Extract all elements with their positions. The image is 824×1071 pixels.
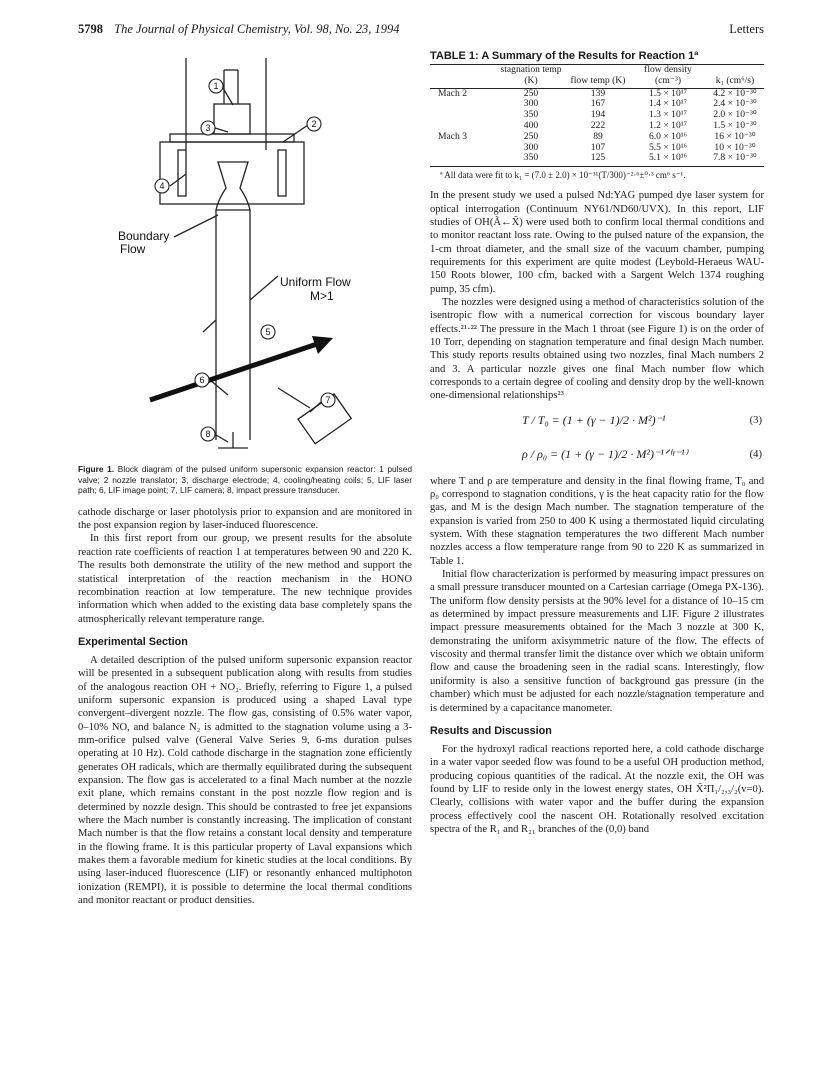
table-cell: 6.0 × 10¹⁶ bbox=[648, 130, 687, 142]
table-cell: 300 bbox=[523, 98, 539, 110]
journal-citation: The Journal of Physical Chemistry, Vol. 98, No. 23, 1994 bbox=[114, 22, 400, 36]
label-boundary: Boundary bbox=[118, 229, 170, 243]
callout-label-6: 6 bbox=[199, 375, 205, 385]
callout-label-8: 8 bbox=[205, 429, 211, 439]
right-paragraph-2: The nozzles were designed using a method of characteristics solution of the isentropic flow with a numerical correction for viscous boundary layer effects.²¹·²² The pressure in the Mach 1 throat (see Figure 1) is on the order of 10 Torr, depending on stagnation temperature and final design Mach number. This study reports results obtained using two nozzles, final Mach numbers 2 and 3. A particular nozzle gives one final Mach number flow which corresponds to a certain degree of cooling and density drop by the well-known one-dimensional relationships²³ bbox=[430, 296, 764, 402]
right-paragraph-1: In the present study we used a pulsed Nd:YAG pumped dye laser system for optical interrogation (Continuum NY61/ND60/UVX). In this report, LIF studies of OH(Ã←X̃) were used both to confirm local thermal conditions and to monitor reactant loss rate. Owing to the pulsed nature of the expansion, the 1-cm throat diameter, and the small size of the vacuum chamber, pumping requirements for this experiment are quite modest (Leybold-Heraeus WAU-150 Roots blower, 100 cfm, backed with a Sargent Welch 1374 roughing pump, 35 cfm). bbox=[430, 190, 764, 295]
table-cell: 16 × 10⁻³⁰ bbox=[714, 130, 756, 142]
figure-1-caption bbox=[78, 464, 412, 496]
table-cell: 89 bbox=[593, 130, 603, 142]
table-cell bbox=[430, 110, 496, 121]
table-cell: 1.5 × 10¹⁷ bbox=[648, 87, 687, 99]
table-cell: 1.3 × 10¹⁷ bbox=[648, 109, 687, 121]
callout-label-2: 2 bbox=[311, 119, 317, 129]
figure-1 bbox=[78, 50, 412, 460]
table-cell: 107 bbox=[590, 141, 606, 153]
equation-4-number: (4) bbox=[749, 448, 762, 460]
table-header-2: flow temp (K) bbox=[566, 65, 630, 89]
table-cell: 7.8 × 10⁻³⁰ bbox=[706, 153, 764, 166]
table-cell: 250 bbox=[523, 130, 539, 142]
table-cell bbox=[430, 153, 496, 166]
table-cell: 167 bbox=[590, 98, 606, 110]
right-paragraph-4: Initial flow characterization is performed by measuring impact pressures on a small pressure transducer mounted on a Cartesian carriage (Omega PX-136). The uniform flow density persists at the 90% level for a distance of 10–15 cm as determined by impact pressure measurements and LIF. Figure 2 illustrates impact pressure measurements obtained for the Mach 3 nozzle at 300 K, demonstrating the uniform axisymmetric nature of the flow. The effects of viscosity and thermal transfer limit the distance over which we obtain uniform flow and cause the broadening seen in the radial scans. Interestingly, flow uniformity is also a sensitive function of background gas pressure (in the chamber) which must be adjusted for each nozzle/stagnation temperature and is determined by a capacitance manometer. bbox=[430, 569, 764, 714]
table-1 bbox=[430, 64, 764, 167]
table-cell: 10 × 10⁻³⁰ bbox=[714, 141, 756, 153]
results-heading: Results and Discussion bbox=[430, 724, 552, 737]
table-row bbox=[430, 153, 764, 166]
table-cell: 1.4 × 10¹⁷ bbox=[648, 98, 687, 110]
experimental-paragraph: A detailed description of the pulsed uniform supersonic expansion reactor will be presented in a subsequent publication along with results from studies of the analogous reaction OH + NO₂. Briefly, referring to Figure 1, a pulsed uniform supersonic expansion is produced using a shaped Laval type convergent–divergent nozzle. The flow gas, consisting of 0.5% water vapor, 0–10% NO, and balance N₂ is admitted to the stagnation volume using a 3-mm-orifice pulsed valve (General Valve Series 9, 6-ms duration pulses operating at 10 Hz). Cold cathode discharge in the stagnation zone efficiently generates OH radicals, which are thermally equilibrated during the subsequent expansion. The flow gas is accelerated to a final Mach number at the nozzle exit plane, which remains constant in the post nozzle flow region and is determined by nozzle design. This should be contrasted to free jet expansions where the Mach number is constantly increasing. The implication of constant Mach number is that the flow retains a constant local density and temperature in the flowing frame. It is this particular property of Laval expansions which makes them a favorable medium for kinetic studies at the local conditions. By using laser-induced fluorescence (LIF) or resonantly enhanced multiphoton ionization (REMPI), it is possible to determine the local thermal conditions and monitor reactant or product densities. bbox=[78, 654, 412, 907]
table-cell: Mach 3 bbox=[438, 130, 468, 142]
table-cell: 1.2 × 10¹⁷ bbox=[648, 119, 687, 131]
table-cell bbox=[430, 143, 496, 154]
table-cell: 222 bbox=[590, 119, 606, 131]
callout-label-4: 4 bbox=[159, 181, 165, 191]
table-cell: 1.5 × 10⁻³⁰ bbox=[713, 119, 757, 131]
page-number: 5798 bbox=[78, 22, 103, 36]
table-1-title: TABLE 1: A Summary of the Results for Reaction 1ª bbox=[430, 50, 699, 62]
table-header-1: stagnation temp (K) bbox=[496, 65, 566, 89]
table-row bbox=[430, 132, 764, 143]
left-paragraph-1: cathode discharge or laser photolysis prior to expansion and are monitored in the post expansion region by laser-induced fluorescence. bbox=[78, 506, 412, 532]
table-cell: 300 bbox=[523, 141, 539, 153]
equation-3-number: (3) bbox=[749, 414, 762, 426]
table-cell: 350 bbox=[523, 109, 539, 121]
table-cell: 250 bbox=[523, 87, 539, 99]
equation-3-rhs: (1 + (γ − 1)/2 · M²)⁻¹ bbox=[562, 412, 666, 427]
caption-label: Figure 1. bbox=[78, 464, 115, 474]
left-column bbox=[78, 50, 412, 907]
table-cell: 5.1 × 10¹⁶ bbox=[630, 153, 706, 166]
section-label: Letters bbox=[729, 22, 764, 36]
equation-4-lhs: ρ / ρ₀ = bbox=[522, 446, 562, 461]
table-header-3: flow density (cm⁻³) bbox=[630, 65, 706, 89]
label-uniform-flow: Uniform Flow bbox=[280, 275, 351, 289]
equation-3 bbox=[430, 407, 764, 437]
results-paragraph: For the hydroxyl radical reactions reported here, a cold cathode discharge in a water vapor seeded flow was found to be a useful OH production method, producing copious quantities of the radical. At the nozzle exit, the OH was found by LIF to reside only in the lowest energy states, OH X̃²Π₁/₂,₃/₂(v=0). Clearly, collisions with water vapor and the buffer during the expansion process effectively cool the nascent OH. Rotationally resolved excitation spectra of the R₁ and R₂₁ branches of the (0,0) band bbox=[430, 743, 764, 835]
label-flow: Flow bbox=[120, 242, 146, 256]
callout-label-1: 1 bbox=[213, 81, 219, 91]
table-cell: 350 bbox=[496, 153, 566, 166]
table-header-0 bbox=[430, 65, 496, 89]
label-mach: M>1 bbox=[310, 289, 334, 303]
table-cell: 2.0 × 10⁻³⁰ bbox=[713, 109, 757, 121]
table-cell: 2.4 × 10⁻³⁰ bbox=[713, 98, 757, 110]
table-cell: Mach 2 bbox=[438, 87, 468, 99]
table-cell: 125 bbox=[566, 153, 630, 166]
callout-label-5: 5 bbox=[265, 327, 271, 337]
table-cell: 194 bbox=[590, 109, 606, 121]
running-head bbox=[78, 22, 764, 40]
right-paragraph-3: where T and ρ are temperature and density in the final flowing frame, T₀ and ρ₀ correspond to stagnation conditions, γ is the heat capacity ratio for the flow gas, and M is the design Mach number. The stagnation temperature of the expansion is varied from 250 to 400 K using a thermostated liquid circulating system. With these stagnation temperatures the two different Mach number nozzles access a flow temperature range from 90 to 220 K as summarized in Table 1. bbox=[430, 475, 764, 567]
table-header-4: k₁ (cm⁶/s) bbox=[706, 65, 764, 89]
callout-label-3: 3 bbox=[205, 123, 211, 133]
table-cell: 400 bbox=[523, 119, 539, 131]
equation-4-rhs: (1 + (γ − 1)/2 · M²)⁻¹ᐟ⁽ᵞ⁻¹⁾ bbox=[561, 446, 688, 461]
table-cell: 139 bbox=[590, 87, 606, 99]
equation-3-lhs: T / T₀ = bbox=[522, 412, 563, 427]
left-paragraph-2: In this first report from our group, we present results for the absolute reaction rate coefficients of reaction 1 at temperatures between 90 and 220 K. The results both demonstrate the utility of the new method and support the statistical interpretation of the reaction mechanism in the HONO recombination reaction at low temperature. The new technique provides information which when added to the existing data base completely spans the atmospherically relevant temperature range. bbox=[78, 533, 412, 625]
table-1-footnote: ª All data were fit to k₁ = (7.0 ± 2.0) × 10⁻³¹(T/300)⁻²·⁶±⁰·³ cm⁶ s⁻¹. bbox=[440, 170, 686, 181]
reactor-diagram bbox=[78, 50, 412, 460]
table-cell bbox=[430, 99, 496, 110]
equation-4 bbox=[430, 441, 764, 471]
table-cell: 5.5 × 10¹⁶ bbox=[648, 141, 687, 153]
table-cell: 4.2 × 10⁻³⁰ bbox=[713, 87, 757, 99]
experimental-heading: Experimental Section bbox=[78, 635, 188, 648]
right-column bbox=[430, 50, 764, 836]
caption-text: Block diagram of the pulsed uniform supersonic expansion reactor: 1 pulsed valve; 2 nozzle translator; 3, discharge electrode; 4, cooling/heating coils; 5, LIF laser path; 6, LIF image point; 7, LIF camera; 8, impact pressure transducer. bbox=[78, 464, 413, 496]
callout-label-7: 7 bbox=[325, 395, 331, 405]
